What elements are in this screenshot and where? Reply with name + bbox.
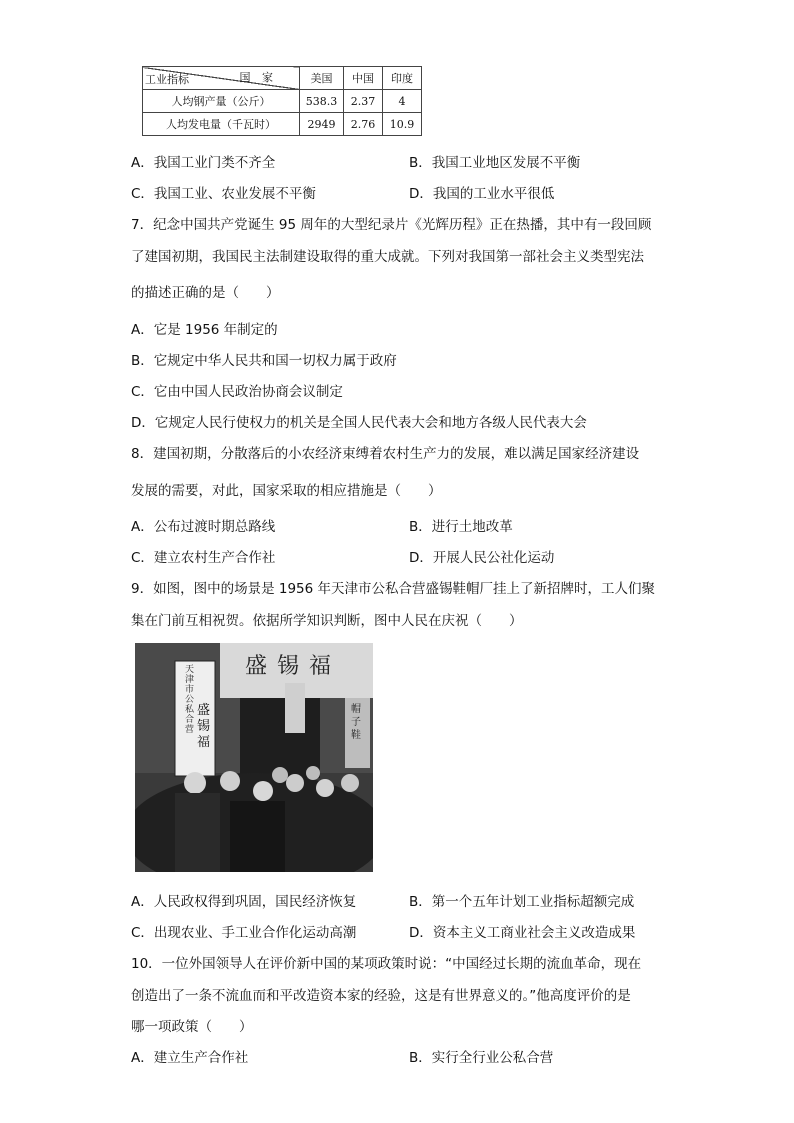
table-cell: 2.76 [344, 113, 383, 136]
country-header: 美国 [300, 67, 344, 90]
q9-option-a[interactable]: A．人民政权得到巩固，国民经济恢复 [131, 894, 357, 910]
q8-option-d[interactable]: D．开展人民公社化运动 [409, 550, 555, 566]
table-row [143, 90, 422, 113]
country-header: 印度 [383, 67, 422, 90]
sign-right-text: 帽子鞋 [351, 704, 361, 741]
q6-option-d[interactable]: D．我国的工业水平很低 [409, 186, 555, 202]
q10-option-a[interactable]: A．建立生产合作社 [131, 1050, 249, 1066]
q7-option-d[interactable]: D．它规定人民行使权力的机关是全国人民代表大会和地方各级人民代表大会 [131, 415, 587, 431]
diagonal-header-country: 国 家 [239, 71, 277, 84]
diagonal-header-indicator: 工业指标 [145, 73, 189, 86]
table-cell: 10.9 [383, 113, 422, 136]
q8-option-c[interactable]: C．建立农村生产合作社 [131, 550, 276, 566]
q9-stem-line: 集在门前互相祝贺。依据所学知识判断，图中人民在庆祝（ ） [131, 613, 523, 629]
table-cell: 2.37 [344, 90, 383, 113]
q7-stem-line: 了建国初期，我国民主法制建设取得的重大成就。下列对我国第一部社会主义类型宪法 [131, 249, 644, 265]
table-cell: 2949 [300, 113, 344, 136]
q9-option-c[interactable]: C．出现农业、手工业合作化运动高潮 [131, 925, 357, 941]
row-label: 人均钢产量（公斤） [143, 90, 300, 113]
q8-stem-line: 8．建国初期，分散落后的小农经济束缚着农村生产力的发展，难以满足国家经济建设 [131, 446, 640, 462]
q7-stem-line: 的描述正确的是（ ） [131, 285, 280, 301]
sign-top-text: 盛锡福 [245, 654, 342, 679]
diagonal-header-cell [143, 67, 300, 90]
q7-option-b[interactable]: B．它规定中华人民共和国一切权力属于政府 [131, 353, 397, 369]
q6-option-c[interactable]: C．我国工业、农业发展不平衡 [131, 186, 316, 202]
table-row [143, 113, 422, 136]
table-cell: 4 [383, 90, 422, 113]
q10-stem-line: 创造出了一条不流血而和平改造资本家的经验，这是有世界意义的。”他高度评价的是 [131, 988, 631, 1004]
q6-option-a[interactable]: A．我国工业门类不齐全 [131, 155, 276, 171]
celebration-photo [135, 643, 373, 872]
q10-stem-line: 10．一位外国领导人在评价新中国的某项政策时说：“中国经过长期的流血革命，现在 [131, 956, 642, 972]
table-cell: 538.3 [300, 90, 344, 113]
table-header-row [143, 67, 422, 90]
industry-indicator-table [142, 66, 422, 136]
q9-option-d[interactable]: D．资本主义工商业社会主义改造成果 [409, 925, 636, 941]
country-header: 中国 [344, 67, 383, 90]
q10-stem-line: 哪一项政策（ ） [131, 1019, 253, 1035]
q7-option-a[interactable]: A．它是 1956 年制定的 [131, 322, 278, 338]
sign-name-text: 盛锡福 [197, 703, 211, 750]
sign-vertical-text: 天津市公私合营 [185, 665, 195, 735]
q8-option-b[interactable]: B．进行土地改革 [409, 519, 513, 535]
q9-option-b[interactable]: B．第一个五年计划工业指标超额完成 [409, 894, 635, 910]
q6-option-b[interactable]: B．我国工业地区发展不平衡 [409, 155, 581, 171]
q10-option-b[interactable]: B．实行全行业公私合营 [409, 1050, 554, 1066]
q8-stem-line: 发展的需要，对此，国家采取的相应措施是（ ） [131, 483, 442, 499]
row-label: 人均发电量（千瓦时） [143, 113, 300, 136]
q7-option-c[interactable]: C．它由中国人民政治协商会议制定 [131, 384, 343, 400]
q8-option-a[interactable]: A．公布过渡时期总路线 [131, 519, 276, 535]
q9-stem-line: 9．如图，图中的场景是 1956 年天津市公私合营盛锡鞋帽厂挂上了新招牌时，工人们聚 [131, 581, 656, 597]
q7-stem-line: 7．纪念中国共产党诞生 95 周年的大型纪录片《光辉历程》正在热播，其中有一段回顾 [131, 217, 652, 233]
